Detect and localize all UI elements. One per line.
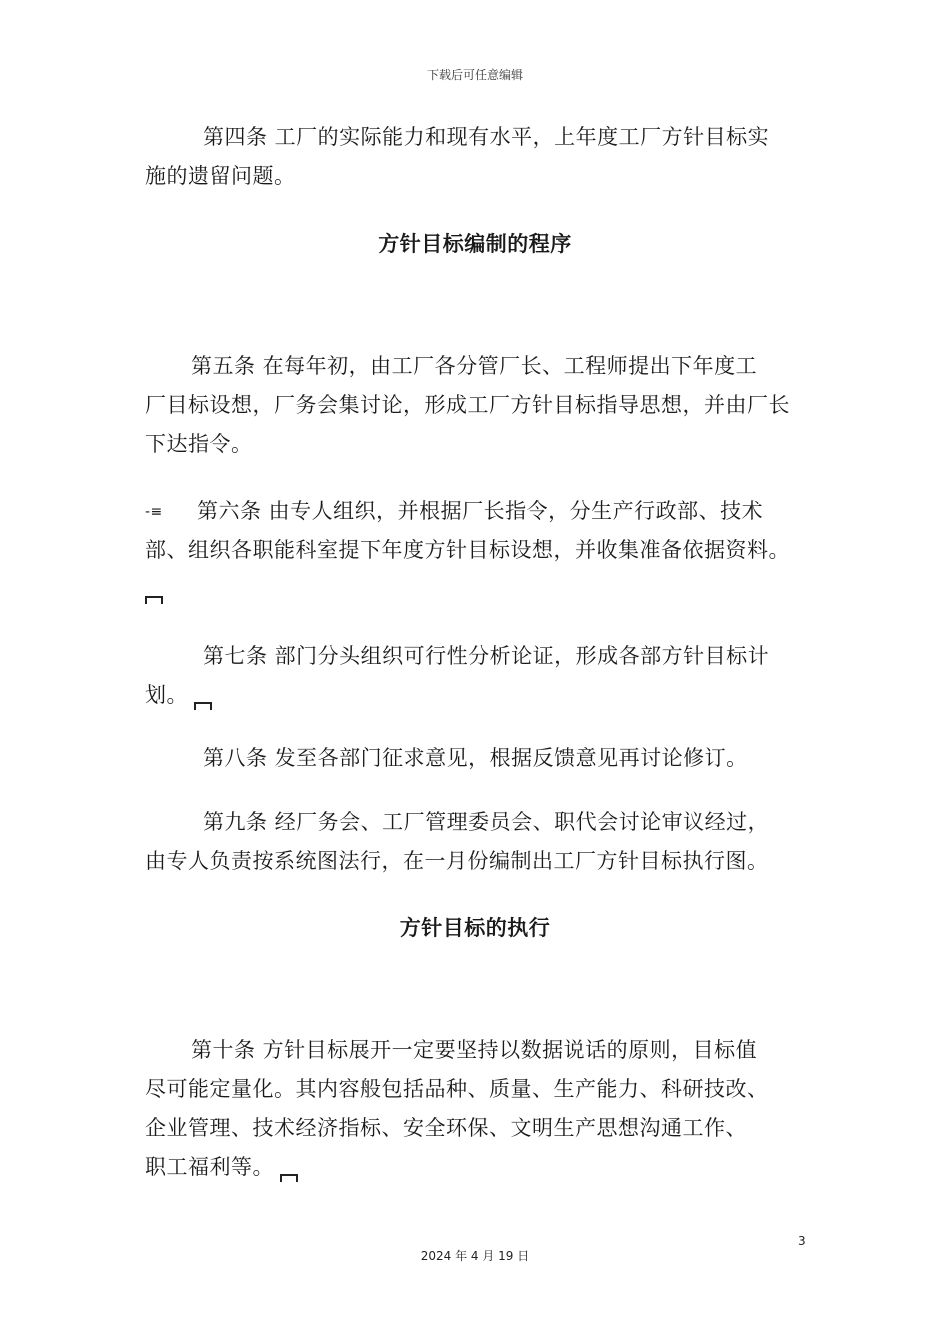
section-heading-compilation: 方针目标编制的程序 [378,232,572,256]
article-10-line-1: 第十条 方针目标展开一定要坚持以数据说话的原则，目标值 [191,1038,758,1062]
article-10-line-4 [145,1148,825,1187]
article-6-paragraph [145,492,825,609]
article-5-line-1: 第五条 在每年初，由工厂各分管厂长、工程师提出下年度工 [191,354,758,378]
article-5-line-3: 下达指令。 [145,432,253,456]
article-6-line-3 [145,570,825,609]
article-9-line-1: 第九条 经厂务会、工厂管理委员会、职代会讨论审议经过， [203,810,770,834]
bracket-mark-icon [194,702,212,710]
article-7-line-1: 第七条 部门分头组织可行性分析论证，形成各部方针目标计 [203,644,770,668]
article-6-line-1 [145,492,825,531]
article-10-paragraph [145,1031,825,1187]
article-10-line-4-text: 职工福利等。 [145,1155,274,1179]
article-10-line-3: 企业管理、技术经济指标、安全环保、文明生产思想沟通工作、 [145,1116,747,1140]
article-6-line-1-text: 第六条 由专人组织，并根据厂长指令，分生产行政部、技术 [197,499,764,523]
article-8-paragraph [145,739,825,778]
article-4-line-1: 第四条 工厂的实际能力和现有水平，上年度工厂方针目标实 [203,125,770,149]
article-4-paragraph [145,118,825,196]
article-8-line-1: 第八条 发至各部门征求意见，根据反馈意见再讨论修订。 [203,746,748,770]
section-heading-execution: 方针目标的执行 [399,916,551,940]
article-5-paragraph [145,347,825,464]
article-7-line-2-text: 划。 [145,683,188,707]
article-7-line-2 [145,676,825,715]
page-number: 3 [798,1234,806,1248]
footer-date: 2024 年 4 月 19 日 [420,1249,530,1263]
article-9-line-2: 由专人负责按系统图法行，在一月份编制出工厂方针目标执行图。 [145,849,769,873]
article-10-line-2: 尽可能定量化。其内容般包括品种、质量、生产能力、科研技改、 [145,1077,769,1101]
page-header: 下载后可任意编辑 [426,68,523,82]
bracket-mark-icon [145,596,163,604]
article-6-prefix-mark: -≡ [145,504,163,520]
bracket-mark-icon [280,1174,298,1182]
article-9-paragraph [145,803,825,881]
article-7-paragraph [145,637,825,715]
article-4-line-2: 施的遗留问题。 [145,164,296,188]
article-5-line-2: 厂目标设想，厂务会集讨论，形成工厂方针目标指导思想，并由厂长 [145,393,790,417]
article-6-line-2: 部、组织各职能科室提下年度方针目标设想，并收集准备依据资料。 [145,538,790,562]
